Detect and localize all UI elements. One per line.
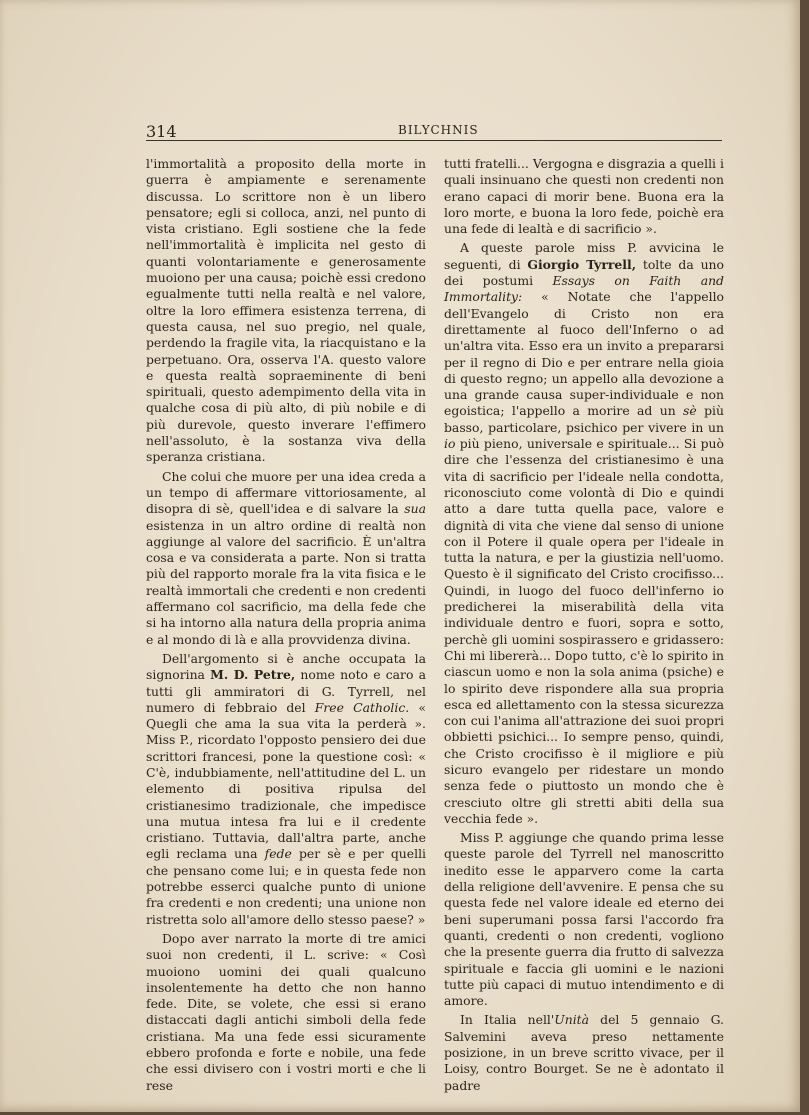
- running-title: BILYCHNIS: [398, 123, 479, 137]
- paragraph: Che colui che muore per una idea creda a un tempo di affermare vittoriosamente, al disopra di sè, quell'idea e di salvare la sua esistenza in un altro ordine di realtà non aggiunge al valore del sacrificio. È un'altra cosa e va considerata a parte. Non si tratta più del rapporto morale fra la vita fisica e le realtà immortali che credenti e non credenti affermano col sacrificio, ma della fede che si ha intorno alla natura della propria anima e al mondo di là e alla provvidenza divina.: [146, 468, 426, 647]
- page-header: [146, 122, 722, 140]
- left-column: [146, 156, 426, 1094]
- right-column: [444, 156, 724, 1094]
- header-rule: [146, 140, 722, 141]
- paragraph: In Italia nell'Unità del 5 gennaio G. Salvemini aveva preso nettamente posizione, in un breve scritto vivace, per il Loisy, contro Bourget. Se ne è adontato il padre: [444, 1012, 724, 1093]
- paragraph: l'immortalità a proposito della morte in guerra è ampiamente e serenamente discussa. Lo scrittore non è un libero pensatore; egli si colloca, anzi, nel punto di vista cristiano. Egli sostiene che la fede nell'immortalità è implicita nel gesto di quanti volontariamente e generosamente muoiono per una causa; poichè essi credono egualmente tutti nella realtà e nel valore, oltre la loro effimera esistenza terrena, di questa causa, nel suo pregio, nel quale, perdendo la fragile vita, la riacquistano e la perpetuano. Ora, osserva l'A. questo valore e questa realtà sopraeminente di beni spirituali, questo adempimento della vita in qualche cosa di più alto, di più nobile e di più durevole, questo inverare l'effimero nell'assoluto, è la sostanza viva della speranza cristiana.: [146, 156, 426, 465]
- paragraph: tutti fratelli... Vergogna e disgrazia a quelli i quali insinuano che questi non credenti non erano capaci di morir bene. Buona era la loro morte, e buona la loro fede, poichè era una fede di lealtà e di sacrificio ».: [444, 156, 724, 237]
- paragraph: Dopo aver narrato la morte di tre amici suoi non credenti, il L. scrive: « Così muoiono uomini dei quali qualcuno insolentemente ha detto che non hanno fede. Dite, se volete, che essi si erano distaccati dagli antichi simboli della fede cristiana. Ma una fede essi sicuramente ebbero profonda e forte e nobile, una fede che essi divisero con i vostri morti e che li rese: [146, 930, 426, 1093]
- paragraph: A queste parole miss P. avvicina le seguenti, di Giorgio Tyrrell, tolte da uno dei postumi Essays on Faith and Immortality: « Notate che l'appello dell'Evangelo di Cristo non era direttamente al fuoco dell'Inferno o ad un'altra vita. Esso era un invito a prepararsi per il regno di Dio e per entrare nella gioia di questo regno; un appello alla devozione a una grande causa super-individuale e non egoistica; l'appello a morire ad un sè più basso, particolare, psichico per vivere in un io più pieno, universale e spirituale... Si può dire che l'essenza del cristianesimo è una vita di sacrificio per l'ideale nella condotta, riconosciuto come volontà di Dio e quindi atto a dare tutta quella pace, valore e dignità di vita che viene dal senso di unione con il Potere il quale opera per l'ideale in tutta la natura, e per la giustizia nell'uomo. Questo è il significato del Cristo crocifisso... Quindi, in luogo del fuoco dell'inferno io predicherei la miserabilità della vita individuale dentro e fuori, sopra e sotto, perchè gli uomini sospirassero e gridassero: Chi mi libererà... Dopo tutto, c'è lo spirito in ciascun uomo e non la sola anima (psiche) e lo spirito deve rispondere alla sua propria esca ed allettamento con la stessa sicurezza con cui l'anima all'attrazione dei suoi propri obbietti psichici... Io sempre penso, quindi, che Cristo crocifisso è il migliore e più sicuro evangelo per ridestare un mondo senza fede o piuttosto un mondo che è cresciuto oltre gli stretti abiti della sua vecchia fede ».: [444, 240, 724, 826]
- paragraph: Dell'argomento si è anche occupata la signorina M. D. Petre, nome noto e caro a tutti gli ammiratori di G. Tyrrell, nel numero di febbraio del Free Catholic. « Quegli che ama la sua vita la perderà ». Miss P., ricordato l'opposto pensiero dei due scrittori francesi, pone la questione così: « C'è, indubbiamente, nell'attitudine del L. un elemento di positiva ripulsa del cristianesimo tradizionale, che impedisce una mutua intesa fra lui e il credente cristiano. Tuttavia, dall'altra parte, anche egli reclama una fede per sè e per quelli che pensano come lui; e in questa fede non potrebbe esserci qualche punto di unione fra credenti e non credenti; una unione non ristretta solo all'amore dello stesso paese? »: [146, 650, 426, 927]
- page-number: 314: [146, 122, 177, 141]
- paragraph: Miss P. aggiunge che quando prima lesse queste parole del Tyrrell nel manoscritto inedito esse le apparvero come la carta della religione dell'avvenire. E pensa che su questa fede nel valore ideale ed eterno dei beni superumani possa farsi l'accordo fra quanti, credenti o non credenti, vogliono che la presente guerra dia frutto di salvezza spirituale e faccia gli uomini e le nazioni tutte più capaci di mutuo intendimento e di amore.: [444, 830, 724, 1009]
